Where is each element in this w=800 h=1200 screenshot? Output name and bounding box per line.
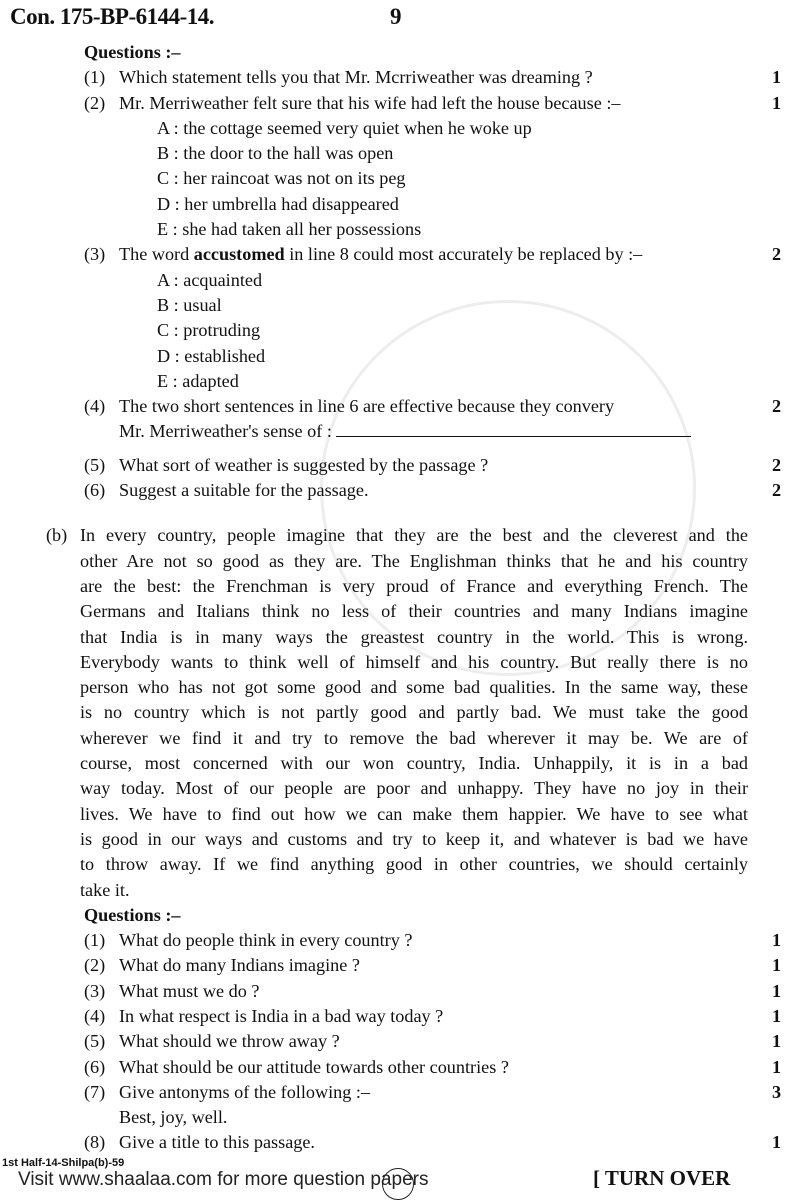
question-number: (2) xyxy=(84,955,106,976)
passage-line xyxy=(0,827,800,852)
passage-text: other Are not so good as they are. The Englishman thinks that he and his country xyxy=(80,550,748,571)
question-item xyxy=(0,1130,800,1155)
passage-text: wherever we find it and try to remove the bad wherever it may be. We are of xyxy=(80,727,748,748)
question-item xyxy=(0,394,800,419)
question-text: Suggest a suitable for the passage. xyxy=(119,480,369,501)
question-mark: 1 xyxy=(772,955,782,976)
question-number: (6) xyxy=(84,480,106,501)
passage-text: Everybody wants to think well of himself and his country. But really there is no xyxy=(80,651,748,672)
passage-text: is good in our ways and customs and try to keep it, and whatever is bad we have xyxy=(80,828,748,849)
part-b-questions xyxy=(0,928,800,1156)
question-mark: 1 xyxy=(772,1132,782,1153)
question-number: (3) xyxy=(84,980,106,1001)
question-mark: 2 xyxy=(772,480,782,501)
question-number: (1) xyxy=(84,67,106,88)
question-mark: 1 xyxy=(772,1056,782,1077)
question-mark: 2 xyxy=(772,454,782,475)
passage-line xyxy=(0,878,800,903)
passage-line xyxy=(0,650,800,675)
question-text: Give antonyms of the following :– xyxy=(119,1081,371,1102)
question-text: What should we throw away ? xyxy=(119,1031,340,1052)
question-text: What do many Indians imagine ? xyxy=(119,955,360,976)
question-mark: 1 xyxy=(772,1005,782,1026)
option: C : protruding xyxy=(157,320,261,341)
answer-blank-line xyxy=(336,422,691,437)
question-mark: 3 xyxy=(772,1081,782,1102)
option: A : the cottage seemed very quiet when he woke up xyxy=(157,117,532,138)
question-item xyxy=(0,453,800,478)
question-item xyxy=(0,928,800,953)
text: in line 8 could most accurately be replaced by :– xyxy=(284,244,643,265)
question-number: (5) xyxy=(84,454,106,475)
passage-text: to throw away. If we find anything good in other countries, we should certainly xyxy=(80,854,748,875)
passage-text: lives. We have to find out how we can make them happier. We have to see what xyxy=(80,803,748,824)
seal-stamp-icon xyxy=(382,1168,414,1200)
question-continuation xyxy=(119,419,691,444)
question-text: What sort of weather is suggested by the passage ? xyxy=(119,454,489,475)
passage-line xyxy=(0,751,800,776)
passage-text: are the best: the Frenchman is very proud of France and everything French. The xyxy=(80,575,748,596)
question-mark: 2 xyxy=(772,244,782,265)
question-text: In what respect is India in a bad way today ? xyxy=(119,1005,444,1026)
question-text: The two short sentences in line 6 are effective because they convery xyxy=(119,396,615,417)
question-text: What must we do ? xyxy=(119,980,260,1001)
passage-line xyxy=(0,776,800,801)
passage-text: that India is in many ways the greastest country in the world. This is wrong. xyxy=(80,626,748,647)
passage-line xyxy=(0,549,800,574)
question-continuation: Best, joy, well. xyxy=(119,1107,228,1128)
question-mark: 2 xyxy=(772,396,782,417)
question-item xyxy=(0,1080,800,1105)
text: Mr. Merriweather's sense of : xyxy=(119,421,332,442)
passage-line xyxy=(0,802,800,827)
option: C : her raincoat was not on its peg xyxy=(157,168,406,189)
question-text: What should be our attitude towards other countries ? xyxy=(119,1056,509,1077)
question-number: (3) xyxy=(84,244,106,265)
passage-text: Germans and Italians think no less of their countries and many Indians imagine xyxy=(80,601,748,622)
document-body xyxy=(0,40,800,1156)
question-mark: 1 xyxy=(772,1031,782,1052)
passage-line xyxy=(0,599,800,624)
footer-link[interactable]: Visit www.shaalaa.com for more question papers xyxy=(18,1169,429,1190)
question-text: What do people think in every country ? xyxy=(119,930,413,951)
option: A : acquainted xyxy=(157,269,263,290)
questions-heading: Questions :– xyxy=(84,42,181,62)
question-item xyxy=(0,953,800,978)
question-number: (5) xyxy=(84,1031,106,1052)
question-number: (8) xyxy=(84,1132,106,1153)
passage-text: course, most concerned with our won country, India. Unhappily, it is in a bad xyxy=(80,753,748,774)
passage xyxy=(0,523,800,902)
question-number: (1) xyxy=(84,930,106,951)
question-item xyxy=(0,1055,800,1080)
paper-code: Con. 175-BP-6144-14. xyxy=(10,4,215,29)
option: D : established xyxy=(157,345,266,366)
option: E : adapted xyxy=(157,370,239,391)
question-item xyxy=(0,242,800,267)
passage-text: take it. xyxy=(80,879,130,900)
text: The word xyxy=(119,244,194,265)
section-label: (b) xyxy=(46,525,68,546)
passage-line xyxy=(0,700,800,725)
passage-line xyxy=(0,625,800,650)
passage-line xyxy=(0,675,800,700)
question-mark: 1 xyxy=(772,67,782,88)
question-text xyxy=(119,242,642,267)
footer-code: 1st Half-14-Shilpa(b)-59 xyxy=(2,1157,125,1169)
option: B : the door to the hall was open xyxy=(157,143,394,164)
option: B : usual xyxy=(157,294,222,315)
option: E : she had taken all her possessions xyxy=(157,219,422,240)
question-mark: 1 xyxy=(772,92,782,113)
passage-line xyxy=(0,726,800,751)
question-number: (4) xyxy=(84,396,106,417)
question-item xyxy=(0,91,800,116)
question-number: (7) xyxy=(84,1081,106,1102)
passage-text: way today. Most of our people are poor and unhappy. They have no joy in their xyxy=(80,778,748,799)
question-item xyxy=(0,1004,800,1029)
question-number: (2) xyxy=(84,92,106,113)
question-item xyxy=(0,65,800,90)
question-text: Mr. Merriweather felt sure that his wife had left the house because :– xyxy=(119,92,621,113)
question-item xyxy=(0,979,800,1004)
passage-line xyxy=(0,574,800,599)
question-mark: 1 xyxy=(772,980,782,1001)
bold-word: accustomed xyxy=(193,244,285,265)
passage-text: is no country which is not partly good and partly bad. We must take the good xyxy=(80,702,748,723)
passage-text: In every country, people imagine that they are the best and the cleverest and the xyxy=(80,525,748,546)
question-text: Which statement tells you that Mr. Mcrriweather was dreaming ? xyxy=(119,67,593,88)
passage-line xyxy=(0,852,800,877)
question-mark: 1 xyxy=(772,930,782,951)
question-number: (6) xyxy=(84,1056,106,1077)
passage-line xyxy=(0,523,800,548)
question-item xyxy=(0,478,800,503)
question-number: (4) xyxy=(84,1005,106,1026)
option: D : her umbrella had disappeared xyxy=(157,193,399,214)
question-text: Give a title to this passage. xyxy=(119,1132,315,1153)
questions-heading: Questions :– xyxy=(84,904,181,925)
page-number: 9 xyxy=(390,4,402,29)
question-item xyxy=(0,1029,800,1054)
turn-over: [ TURN OVER xyxy=(593,1166,731,1190)
passage-text: person who has not got some good and some bad qualities. In the same way, these xyxy=(80,677,748,698)
